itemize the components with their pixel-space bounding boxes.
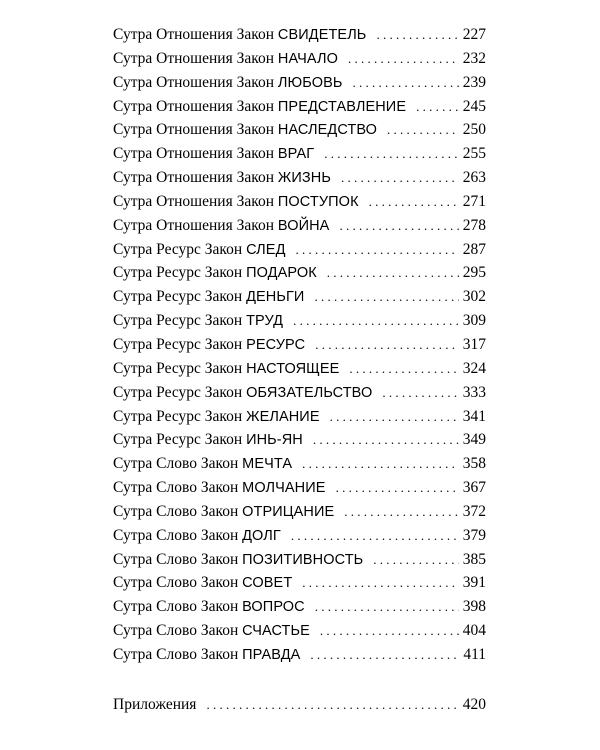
dot-leader bbox=[376, 23, 458, 47]
toc-entry-page: 245 bbox=[462, 97, 486, 115]
toc-entry bbox=[113, 309, 486, 333]
toc-entry-title bbox=[113, 619, 310, 644]
toc-entry bbox=[113, 643, 486, 667]
dot-leader bbox=[369, 190, 459, 214]
toc-entry-law: ОБЯЗАТЕЛЬСТВО bbox=[246, 384, 373, 401]
toc-entry bbox=[113, 95, 486, 119]
toc-entry-page: 250 bbox=[462, 121, 486, 139]
toc-entry-title bbox=[113, 500, 334, 525]
toc-entry-page: 295 bbox=[462, 264, 486, 282]
toc-entry-page: 317 bbox=[462, 335, 486, 353]
toc-entry-prefix: Сутра Ресурс Закон bbox=[113, 335, 243, 353]
toc-entry-title bbox=[113, 214, 329, 239]
toc-entry bbox=[113, 333, 486, 357]
toc-entry bbox=[113, 47, 486, 71]
dot-leader bbox=[330, 405, 459, 429]
toc-entry-page: 239 bbox=[462, 73, 486, 91]
toc-entry-appendix bbox=[113, 693, 486, 717]
toc-entry-prefix: Сутра Отношения Закон bbox=[113, 49, 275, 67]
toc-entry-prefix: Сутра Отношения Закон bbox=[113, 169, 275, 187]
toc-entry-title bbox=[113, 476, 326, 501]
toc-entry-title bbox=[113, 238, 286, 263]
dot-leader bbox=[353, 71, 459, 95]
dot-leader bbox=[348, 47, 459, 71]
toc-entry-page: 385 bbox=[462, 550, 486, 568]
toc-entry-title bbox=[113, 190, 359, 215]
toc-entry-law: ВОЙНА bbox=[277, 217, 330, 234]
toc-entry-page: 358 bbox=[462, 455, 486, 473]
toc-entry bbox=[113, 238, 486, 262]
toc-entry-page: 232 bbox=[462, 49, 486, 67]
toc-entry-law: СВИДЕТЕЛЬ bbox=[277, 27, 367, 43]
toc-entry-title bbox=[113, 23, 366, 48]
toc-entry-law: СЧАСТЬЕ bbox=[242, 623, 310, 640]
dot-leader bbox=[302, 452, 459, 476]
toc-entry-prefix: Сутра Слово Закон bbox=[113, 526, 239, 544]
toc-entry bbox=[113, 452, 486, 476]
toc-entry-prefix: Сутра Отношения Закон bbox=[113, 192, 275, 210]
table-of-contents bbox=[113, 23, 486, 667]
dot-leader bbox=[336, 476, 459, 500]
toc-entry-title: Приложения bbox=[113, 696, 197, 713]
toc-entry-page: 367 bbox=[462, 479, 486, 497]
dot-leader bbox=[302, 571, 458, 595]
toc-entry bbox=[113, 381, 486, 405]
dot-leader bbox=[310, 643, 459, 667]
toc-entry-title bbox=[113, 428, 303, 453]
toc-entry-title bbox=[113, 643, 300, 668]
toc-entry bbox=[113, 476, 486, 500]
toc-entry-law: ЖИЗНЬ bbox=[277, 170, 331, 187]
toc-entry bbox=[113, 500, 486, 524]
toc-entry-title bbox=[113, 261, 317, 286]
toc-entry bbox=[113, 357, 486, 381]
dot-leader bbox=[416, 95, 459, 119]
toc-entry-law: ПОСТУПОК bbox=[277, 193, 359, 210]
toc-entry-page: 372 bbox=[462, 502, 486, 520]
toc-entry-title bbox=[113, 524, 281, 549]
toc-entry-prefix: Сутра Отношения Закон bbox=[113, 145, 275, 163]
dot-leader bbox=[327, 261, 459, 285]
toc-entry-title bbox=[113, 285, 304, 310]
dot-leader bbox=[349, 357, 458, 381]
dot-leader bbox=[387, 118, 459, 142]
toc-entry-law: МЕЧТА bbox=[242, 456, 293, 473]
toc-entry-prefix: Сутра Ресурс Закон bbox=[113, 264, 243, 282]
toc-entry-law: РЕСУРС bbox=[246, 336, 306, 353]
toc-entry-law: ОТРИЦАНИЕ bbox=[242, 503, 335, 520]
toc-entry-title bbox=[113, 357, 339, 382]
toc-entry-law: ВОПРОС bbox=[242, 599, 305, 616]
toc-entry-prefix: Сутра Слово Закон bbox=[113, 645, 239, 663]
toc-entry-title bbox=[113, 47, 338, 72]
toc-entry-title bbox=[113, 405, 320, 430]
toc-entry-page: 263 bbox=[462, 169, 486, 187]
dot-leader bbox=[293, 309, 459, 333]
toc-entry-prefix: Сутра Ресурс Закон bbox=[113, 431, 243, 449]
toc-entry-prefix: Сутра Отношения Закон bbox=[113, 121, 275, 139]
toc-entry-page: 341 bbox=[462, 407, 486, 425]
toc-entry bbox=[113, 285, 486, 309]
dot-leader bbox=[341, 166, 459, 190]
toc-entry-page: 324 bbox=[462, 359, 486, 377]
dot-leader bbox=[344, 500, 459, 524]
toc-entry-law: ПОЗИТИВНОСТЬ bbox=[242, 551, 364, 568]
toc-entry-page: 255 bbox=[462, 145, 486, 163]
toc-entry-prefix: Сутра Отношения Закон bbox=[113, 73, 275, 91]
toc-entry-law: ИНЬ-ЯН bbox=[246, 432, 303, 449]
toc-entry-page: 391 bbox=[462, 574, 486, 592]
toc-entry-page: 271 bbox=[462, 192, 486, 210]
toc-entry-prefix: Сутра Слово Закон bbox=[113, 550, 239, 568]
toc-entry-law: ЖЕЛАНИЕ bbox=[246, 408, 320, 425]
toc-entry-title bbox=[113, 309, 283, 334]
toc-entry-page: 302 bbox=[462, 288, 486, 306]
toc-entry-title bbox=[113, 142, 314, 167]
toc-entry bbox=[113, 261, 486, 285]
toc-entry-title bbox=[113, 71, 343, 96]
toc-entry-prefix: Сутра Слово Закон bbox=[113, 455, 239, 473]
toc-entry-law: ДОЛГ bbox=[242, 527, 281, 544]
toc-entry-law: МОЛЧАНИЕ bbox=[242, 480, 326, 497]
toc-entry-title bbox=[113, 571, 292, 596]
toc-entry bbox=[113, 118, 486, 142]
toc-entry-prefix: Сутра Слово Закон bbox=[113, 479, 239, 497]
toc-entry bbox=[113, 214, 486, 238]
toc-entry bbox=[113, 595, 486, 619]
dot-leader bbox=[315, 595, 459, 619]
toc-entry-law: НАЧАЛО bbox=[277, 50, 338, 67]
toc-entry-law: ПРЕДСТАВЛЕНИЕ bbox=[277, 98, 407, 115]
dot-leader bbox=[314, 285, 458, 309]
toc-entry-prefix: Сутра Слово Закон bbox=[113, 622, 239, 640]
dot-leader bbox=[339, 214, 458, 238]
dot-leader bbox=[296, 238, 459, 262]
toc-entry-prefix: Сутра Отношения Закон bbox=[113, 216, 275, 234]
dot-leader bbox=[315, 333, 459, 357]
toc-entry-prefix: Сутра Ресурс Закон bbox=[113, 383, 243, 401]
toc-entry-prefix: Сутра Ресурс Закон bbox=[113, 240, 243, 258]
toc-entry-page: 309 bbox=[462, 312, 486, 330]
toc-appendix bbox=[113, 693, 486, 717]
dot-leader bbox=[373, 548, 458, 572]
toc-entry-page: 278 bbox=[462, 216, 486, 234]
toc-entry-title bbox=[113, 452, 292, 477]
toc-entry-law: ТРУД bbox=[246, 313, 284, 330]
toc-entry-page: 411 bbox=[463, 645, 486, 663]
toc-entry-page: 287 bbox=[462, 240, 486, 258]
toc-entry bbox=[113, 548, 486, 572]
toc-entry-law: ПРАВДА bbox=[242, 646, 301, 663]
toc-entry-prefix: Сутра Ресурс Закон bbox=[113, 407, 243, 425]
toc-entry-prefix: Сутра Слово Закон bbox=[113, 502, 239, 520]
toc-entry bbox=[113, 142, 486, 166]
dot-leader bbox=[206, 693, 458, 717]
toc-entry-prefix: Сутра Слово Закон bbox=[113, 574, 239, 592]
toc-entry-page: 379 bbox=[462, 526, 486, 544]
toc-entry bbox=[113, 190, 486, 214]
toc-entry bbox=[113, 428, 486, 452]
toc-entry-title bbox=[113, 118, 377, 143]
toc-entry-page: 398 bbox=[462, 598, 486, 616]
toc-entry-prefix: Сутра Ресурс Закон bbox=[113, 359, 243, 377]
toc-entry-law: СЛЕД bbox=[246, 241, 286, 258]
toc-entry bbox=[113, 23, 486, 47]
toc-entry bbox=[113, 405, 486, 429]
toc-entry-law: ЛЮБОВЬ bbox=[277, 74, 343, 91]
toc-entry-title bbox=[113, 95, 406, 120]
toc-entry-law: ВРАГ bbox=[277, 146, 315, 163]
dot-leader bbox=[313, 428, 459, 452]
toc-entry-page: 333 bbox=[462, 383, 486, 401]
toc-entry-title bbox=[113, 381, 372, 406]
toc-entry bbox=[113, 571, 486, 595]
toc-entry-page: 227 bbox=[462, 26, 486, 43]
toc-entry-law: ДЕНЬГИ bbox=[246, 289, 305, 306]
dot-leader bbox=[324, 142, 459, 166]
toc-entry-page: 349 bbox=[462, 431, 486, 449]
toc-entry-law: НАСТОЯЩЕЕ bbox=[246, 360, 340, 377]
dot-leader bbox=[320, 619, 459, 643]
toc-entry-page: 404 bbox=[462, 622, 486, 640]
toc-entry-title bbox=[113, 333, 305, 358]
toc-entry bbox=[113, 166, 486, 190]
toc-entry-prefix: Сутра Ресурс Закон bbox=[113, 288, 243, 306]
toc-entry-title bbox=[113, 548, 363, 573]
toc-entry-title bbox=[113, 166, 331, 191]
toc-entry-prefix: Сутра Отношения Закон bbox=[113, 26, 275, 43]
dot-leader bbox=[291, 524, 459, 548]
toc-entry-law: НАСЛЕДСТВО bbox=[277, 122, 378, 139]
toc-entry-title bbox=[113, 595, 305, 620]
toc-entry-prefix: Сутра Слово Закон bbox=[113, 598, 239, 616]
toc-entry-page: 420 bbox=[462, 696, 486, 713]
toc-entry bbox=[113, 619, 486, 643]
toc-entry-law: ПОДАРОК bbox=[246, 265, 317, 282]
toc-entry-law: СОВЕТ bbox=[242, 575, 293, 592]
toc-entry bbox=[113, 71, 486, 95]
dot-leader bbox=[382, 381, 458, 405]
toc-entry bbox=[113, 524, 486, 548]
toc-entry-prefix: Сутра Ресурс Закон bbox=[113, 312, 243, 330]
toc-entry-prefix: Сутра Отношения Закон bbox=[113, 97, 275, 115]
